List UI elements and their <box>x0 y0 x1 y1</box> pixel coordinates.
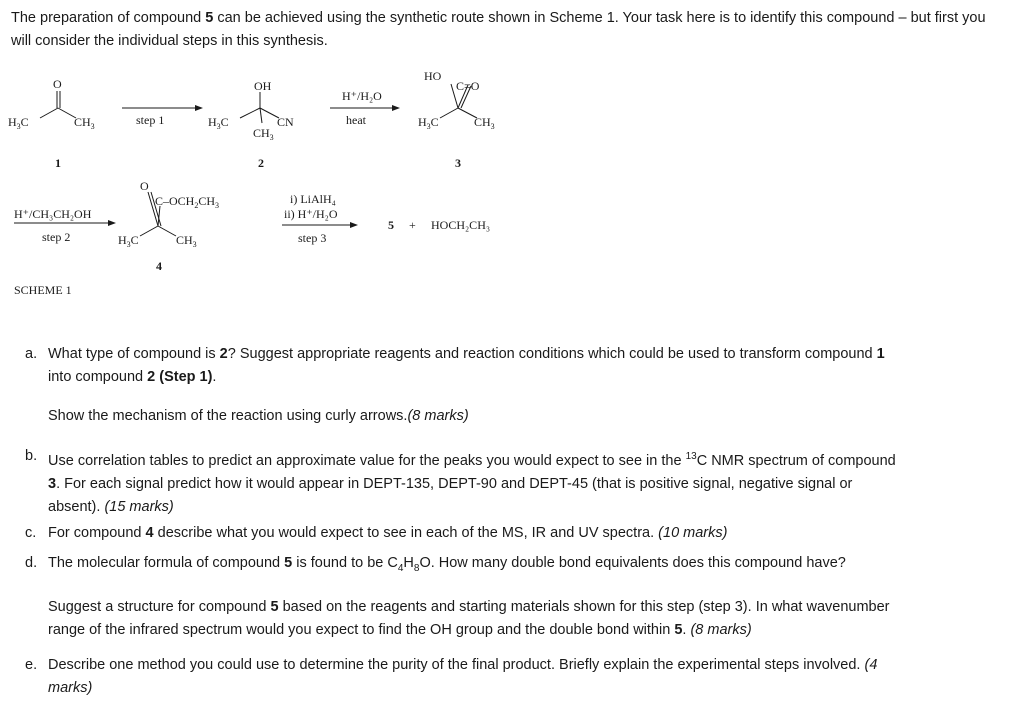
step1-label: step 1 <box>136 113 165 127</box>
reduction-reagent-i: i) LiAlH₄ <box>290 192 336 206</box>
qa-b2: 1 <box>876 346 885 362</box>
heat-label: heat <box>346 113 366 127</box>
qb-t2: C NMR spectrum of compound <box>696 452 896 469</box>
reaction-scheme <box>0 60 540 310</box>
c2-ch3: $CH_3$ <box>253 126 274 142</box>
qe-marks: (4 marks) <box>48 657 878 696</box>
question-c-letter: c. <box>25 525 37 541</box>
question-e-letter: e. <box>25 657 38 673</box>
hydrolysis-reagent: H⁺/H₂O <box>342 89 382 103</box>
question-a-text <box>48 343 905 389</box>
c1-oxygen: O <box>53 77 62 91</box>
qa-t3: into compound <box>48 369 148 385</box>
qd-sub1: 4 <box>397 562 404 574</box>
compound-2-label: 2 <box>258 156 264 170</box>
scheme-svg <box>0 60 540 310</box>
qb-t3: . For each signal predict how it would appear in DEPT-135, DEPT-90 and DEPT-45 (that is positive signal, negative signal or absent). <box>48 475 853 515</box>
qa-b3: 2 (Step 1) <box>147 369 213 385</box>
qe-t1: Describe one method you could use to determine the purity of the final product. Briefly explain the experimental steps involved. <box>48 657 861 673</box>
qb-sup: 13 <box>685 451 697 462</box>
question-e <box>25 654 905 700</box>
intro-text-1: The preparation of compound <box>11 10 206 26</box>
step2-label: step 2 <box>42 230 71 244</box>
question-d-letter: d. <box>25 555 38 571</box>
question-a-mechanism <box>48 405 905 428</box>
qd-marks: (8 marks) <box>690 621 752 638</box>
product-5: 5 <box>388 218 394 232</box>
intro-compound-5: 5 <box>205 10 214 26</box>
question-c-text <box>48 522 905 545</box>
question-a-letter: a. <box>25 346 38 362</box>
plus-sign: + <box>409 218 416 232</box>
c4-oxygen: O <box>140 179 149 193</box>
c4-h3c: $H_3C$ <box>118 233 139 249</box>
c3-h3c: $H_3C$ <box>418 115 439 131</box>
intro-text-2: can be achieved using the synthetic route shown in Scheme 1. Your task here is to identify this compound – but first you will consider the individual steps in this synthesis. <box>11 10 986 49</box>
question-d-structure <box>48 596 915 642</box>
question-e-text <box>48 654 905 700</box>
question-b <box>25 445 905 519</box>
question-c <box>25 522 905 545</box>
qd-p2b: 5 <box>270 598 279 615</box>
qa-t2: ? Suggest appropriate reagents and reaction conditions which could be used to transform compound <box>227 346 877 362</box>
c1-h3c: $H_3C$ <box>8 115 29 131</box>
qa-b1: 2 <box>219 346 228 362</box>
qa-t4: . <box>212 369 217 385</box>
step3-label: step 3 <box>298 231 327 245</box>
c4-ester-group: $C-OCH_2CH_3$ <box>155 194 220 210</box>
qd-t3: H <box>403 555 414 571</box>
c2-oh: OH <box>254 79 272 93</box>
compound-3-label: 3 <box>455 156 461 170</box>
c1-ch3: $CH_3$ <box>74 115 95 131</box>
qb-t1: Use correlation tables to predict an approximate value for the peaks you would expect to see in the <box>48 452 686 469</box>
qd-t2: is found to be C <box>292 555 398 571</box>
intro-paragraph <box>11 7 1001 53</box>
qd-p2e: . <box>682 621 687 638</box>
qc-marks: (10 marks) <box>658 525 728 541</box>
reduction-reagent-ii: ii) H⁺/H₂O <box>284 207 338 221</box>
qa-t1: What type of compound is <box>48 346 220 362</box>
c3-ho: HO <box>424 69 442 83</box>
question-b-text <box>48 445 905 519</box>
c4-ch3: $CH_3$ <box>176 233 197 249</box>
compound-4-label: 4 <box>156 259 162 273</box>
question-d <box>25 552 915 642</box>
qd-t4: O. How many double bond equivalents does this compound have? <box>419 555 846 571</box>
qd-p2c: based on the reagents and starting materials shown for this step (step 3). In what wavenumber range of the infrared spectrum would you expect to find the OH group and the double bond within <box>48 598 890 638</box>
qa-marks: (8 marks) <box>407 408 469 424</box>
qd-p2a: Suggest a structure for compound <box>48 598 271 615</box>
question-a <box>25 343 905 428</box>
qb-marks: (15 marks) <box>104 498 174 515</box>
qd-p2d: 5 <box>674 621 683 638</box>
byproduct-ethanol: HOCH₂CH₃ <box>431 218 491 232</box>
scheme-label: SCHEME 1 <box>14 283 72 297</box>
qc-t2: describe what you would expect to see in each of the MS, IR and UV spectra. <box>153 525 655 541</box>
c3-carboxyl: C=O <box>456 79 480 93</box>
qc-b1: 4 <box>145 525 154 541</box>
c2-h3c: $H_3C$ <box>208 115 229 131</box>
qa-p2: Show the mechanism of the reaction using curly arrows. <box>48 408 408 424</box>
c2-cn: CN <box>277 115 294 129</box>
qd-b1: 5 <box>284 555 293 571</box>
compound-1-label: 1 <box>55 156 61 170</box>
qb-b1: 3 <box>48 475 57 492</box>
qd-sub2: 8 <box>413 562 420 574</box>
c3-ch3: $CH_3$ <box>474 115 495 131</box>
question-d-text <box>48 552 915 580</box>
question-b-letter: b. <box>25 448 38 464</box>
esterification-reagent: H⁺/CH₃CH₂OH <box>14 207 92 221</box>
qc-t1: For compound <box>48 525 146 541</box>
qd-t1: The molecular formula of compound <box>48 555 285 571</box>
